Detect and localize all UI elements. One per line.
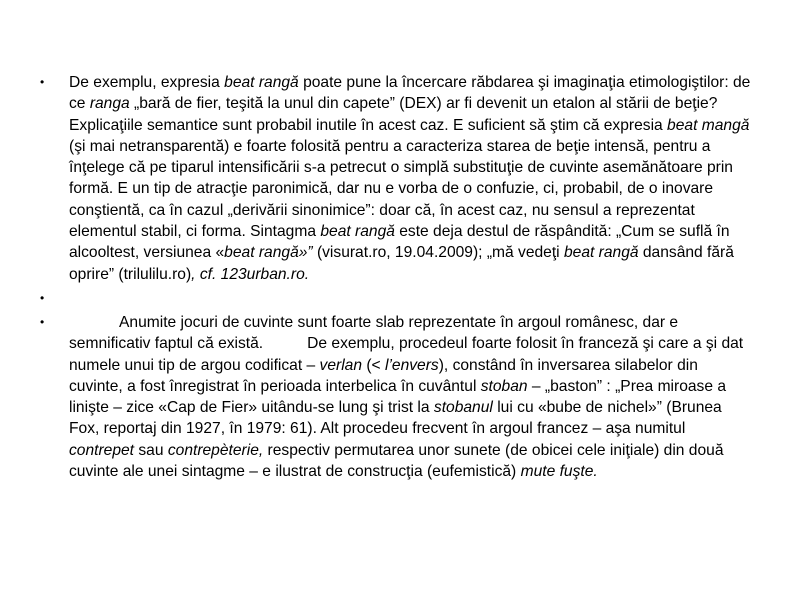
text-run: lui cu «bube de nichel»” (Brunea Fox, reportaj din 1927, în 1979: 61). Alt procedeu frecvent în argoul francez – aşa numitul bbox=[69, 399, 722, 438]
text-run: – „baston” : „Prea miroase a linişte – zice «Cap de Fier» uitându-se lung şi trist la bbox=[69, 377, 727, 417]
italic-run: ranga bbox=[89, 95, 130, 113]
italic-run: contrepet bbox=[69, 441, 135, 459]
text-run: ), constând în inversarea silabelor din cuvinte, a fost înregistrat în perioada interbelica în cuvântul bbox=[69, 356, 698, 395]
italic-run: contrepèterie, bbox=[167, 441, 264, 459]
text-run: (visurat.ro, 19.04.2009); „mă vedeţi bbox=[312, 244, 564, 262]
italic-run: , cf. bbox=[191, 265, 221, 283]
bullet-icon: • bbox=[40, 314, 45, 329]
text-run: (< bbox=[362, 356, 385, 374]
text-run: De exemplu, expresia bbox=[69, 74, 225, 91]
italic-run: beat rangă bbox=[224, 74, 299, 91]
bullet-item-1 bbox=[40, 72, 752, 285]
italic-run: 123urban.ro. bbox=[220, 265, 310, 283]
bullet-icon: • bbox=[40, 75, 45, 89]
bullet-item-3 bbox=[40, 312, 752, 482]
italic-run: mute fuşte. bbox=[520, 463, 598, 481]
italic-run: l’envers bbox=[384, 356, 439, 374]
text-run: este deja destul de răspândită: „Cum se suflă în alcooltest, versiunea « bbox=[69, 223, 730, 262]
italic-run: beat rangă bbox=[563, 244, 639, 262]
text-run: Anumite jocuri de cuvinte sunt foarte slab reprezentate în argoul românesc, dar e semnificativ faptul că există. bbox=[69, 313, 679, 353]
italic-run: stobanul bbox=[433, 399, 493, 417]
bullet-item-2 bbox=[40, 288, 752, 309]
bullet-list bbox=[40, 72, 752, 485]
paragraph-text bbox=[69, 314, 743, 480]
bullet-icon: • bbox=[40, 290, 45, 305]
text-run: poate pune la încercare răbdarea şi imaginaţia etimologiştilor: de ce bbox=[69, 74, 751, 113]
text-run: De exemplu, procedeul foarte folosit în franceză şi care a şi dat numele unui tip de argou codificat – bbox=[69, 335, 744, 374]
italic-run: stoban bbox=[480, 377, 528, 395]
text-run: respectiv permutarea unor sunete (de obicei cele iniţiale) din două cuvinte ale unei sintagme – e ilustrat de construcţia (eufemistică) bbox=[69, 441, 724, 481]
text-run: dansând fără oprire” (trilulilu.ro) bbox=[69, 244, 734, 283]
italic-run: beat rangă»” bbox=[224, 244, 313, 262]
italic-run: beat rangă bbox=[320, 223, 395, 241]
text-run: „bară de fier, teşită la unul din capete” (DEX) ar fi devenit un etalon al stării de beţie? Explicaţiile semantice sunt probabil inutile în acest caz. E suficient să ştim că expresia bbox=[69, 95, 718, 134]
italic-run: verlan bbox=[319, 356, 363, 374]
text-run: sau bbox=[134, 441, 168, 459]
italic-run: beat mangă bbox=[667, 116, 750, 134]
paragraph-text bbox=[69, 74, 750, 283]
text-run: (şi mai netransparentă) e foarte folosită pentru a caracteriza starea de beţie intensă, pentru a înţelege că pe tiparul intensificării s-a petrecut o simplă substituţie de cuvinte asemănătoare prin formă. E un tip de atracţie paronimică, dar nu e vorba de o confuzie, ci, probabil, de o inovare conştientă, ca în cazul „derivării sinonimice”: doar că, în acest caz, nu sensul a reprezentat elementul stabil, ci forma. Sintagma bbox=[69, 137, 733, 241]
